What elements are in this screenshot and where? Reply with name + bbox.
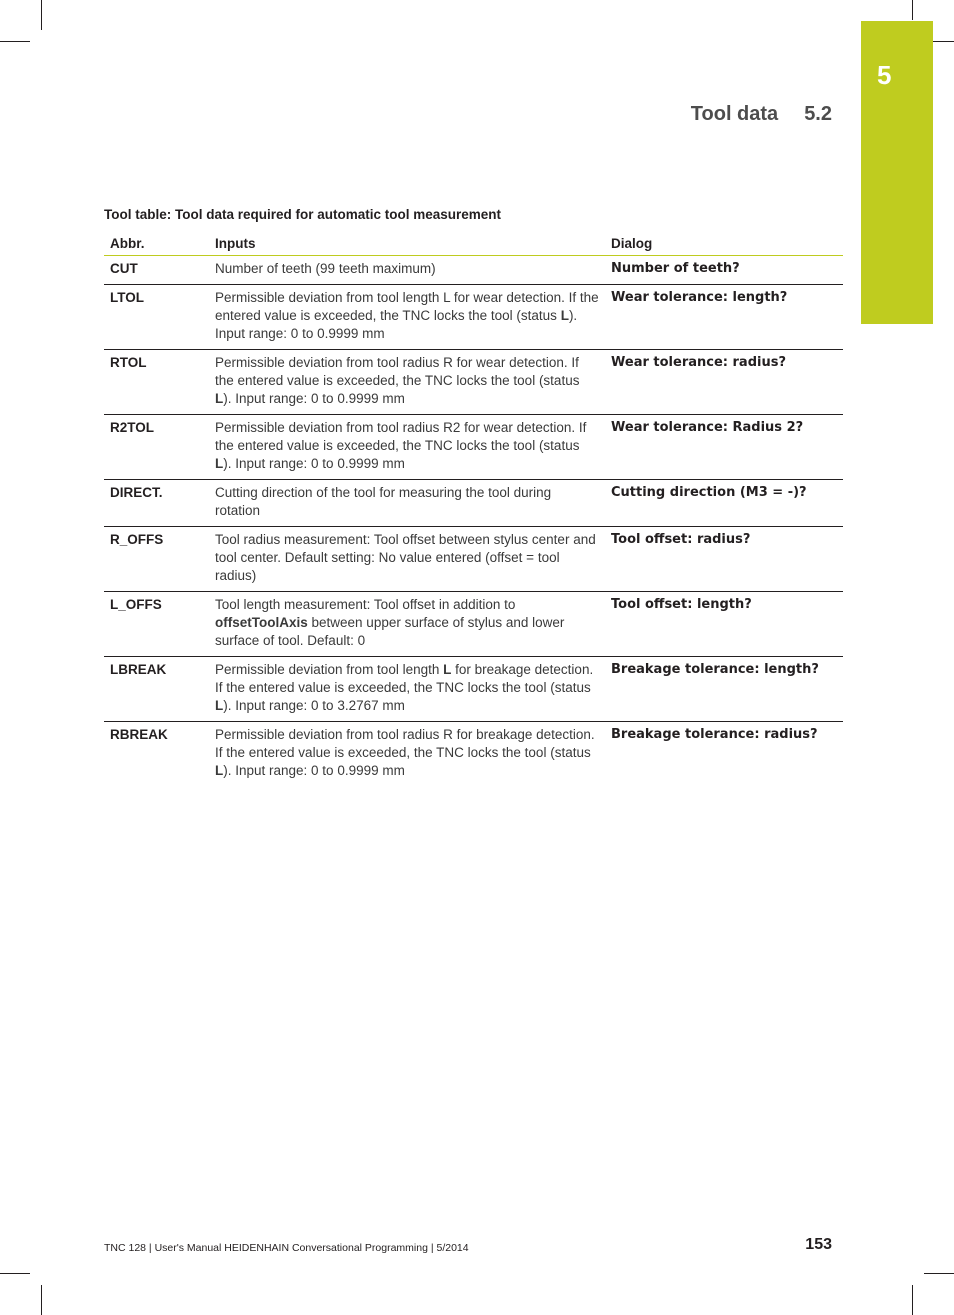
cell-inputs: Permissible deviation from tool length L for wear detection. If the entered value is exceeded, the TNC locks the tool (status L). Input range: 0 to 0.9999 mm <box>215 290 599 341</box>
header-title: Tool data <box>690 103 779 125</box>
cell-abbr: LBREAK <box>110 662 167 677</box>
table-row <box>104 256 843 285</box>
cell-abbr: RTOL <box>110 355 147 370</box>
cell-inputs: Tool length measurement: Tool offset in addition to offsetToolAxis between upper surface of stylus and lower surface of tool. Default: 0 <box>215 597 565 648</box>
page-number: 153 <box>805 1236 832 1253</box>
cell-dialog: Breakage tolerance: radius? <box>611 727 818 742</box>
cell-inputs: Cutting direction of the tool for measuring the tool during rotation <box>215 485 552 518</box>
running-header <box>691 103 832 126</box>
table-row <box>104 722 843 787</box>
cell-inputs: Permissible deviation from tool length L for breakage detection. If the entered value is exceeded, the TNC locks the tool (status L). Input range: 0 to 3.2767 mm <box>215 662 594 713</box>
table-row <box>104 592 843 657</box>
cell-dialog: Cutting direction (M3 = -)? <box>611 485 807 500</box>
cell-abbr: DIRECT. <box>110 485 163 500</box>
table-row <box>104 350 843 415</box>
cell-abbr: R_OFFS <box>110 532 164 547</box>
crop-mark <box>924 1273 954 1274</box>
crop-mark <box>912 1285 913 1315</box>
cell-dialog: Tool offset: radius? <box>611 532 751 547</box>
crop-mark <box>0 41 30 42</box>
chapter-number: 5 <box>877 60 892 90</box>
table-row <box>104 480 843 527</box>
table-row <box>104 415 843 480</box>
cell-dialog: Number of teeth? <box>611 261 740 276</box>
crop-mark <box>41 0 42 30</box>
cell-inputs: Permissible deviation from tool radius R for wear detection. If the entered value is exceeded, the TNC locks the tool (status L). Input range: 0 to 0.9999 mm <box>215 355 580 406</box>
crop-mark <box>41 1285 42 1315</box>
cell-inputs: Tool radius measurement: Tool offset between stylus center and tool center. Default setting: No value entered (offset = tool radius) <box>215 532 596 583</box>
cell-inputs: Permissible deviation from tool radius R for breakage detection. If the entered value is exceeded, the TNC locks the tool (status L). Input range: 0 to 0.9999 mm <box>215 727 595 778</box>
table-row <box>104 285 843 350</box>
table-row <box>104 657 843 722</box>
crop-mark <box>0 1273 30 1274</box>
header-section: 5.2 <box>804 103 832 125</box>
cell-inputs: Permissible deviation from tool radius R2 for wear detection. If the entered value is exceeded, the TNC locks the tool (status L). Input range: 0 to 0.9999 mm <box>215 420 587 471</box>
cell-dialog: Tool offset: length? <box>611 597 752 612</box>
cell-abbr: R2TOL <box>110 420 155 435</box>
footer-text: TNC 128 | User's Manual HEIDENHAIN Conversational Programming | 5/2014 <box>104 1242 469 1254</box>
cell-abbr: CUT <box>110 261 138 276</box>
cell-inputs: Number of teeth (99 teeth maximum) <box>215 261 436 276</box>
table-caption: Tool table: Tool data required for automatic tool measurement <box>104 207 502 222</box>
chapter-tab <box>861 21 933 324</box>
cell-dialog: Wear tolerance: length? <box>611 290 788 305</box>
table-row <box>104 527 843 592</box>
cell-abbr: L_OFFS <box>110 597 162 612</box>
cell-abbr: RBREAK <box>110 727 168 742</box>
table-header-row <box>104 233 843 256</box>
column-header-abbr: Abbr. <box>110 236 145 251</box>
cell-dialog: Breakage tolerance: length? <box>611 662 819 677</box>
tool-data-table <box>104 233 843 786</box>
cell-dialog: Wear tolerance: Radius 2? <box>611 420 804 435</box>
cell-abbr: LTOL <box>110 290 144 305</box>
cell-dialog: Wear tolerance: radius? <box>611 355 786 370</box>
column-header-inputs: Inputs <box>215 236 256 251</box>
column-header-dialog: Dialog <box>611 236 653 251</box>
crop-mark <box>912 0 913 20</box>
